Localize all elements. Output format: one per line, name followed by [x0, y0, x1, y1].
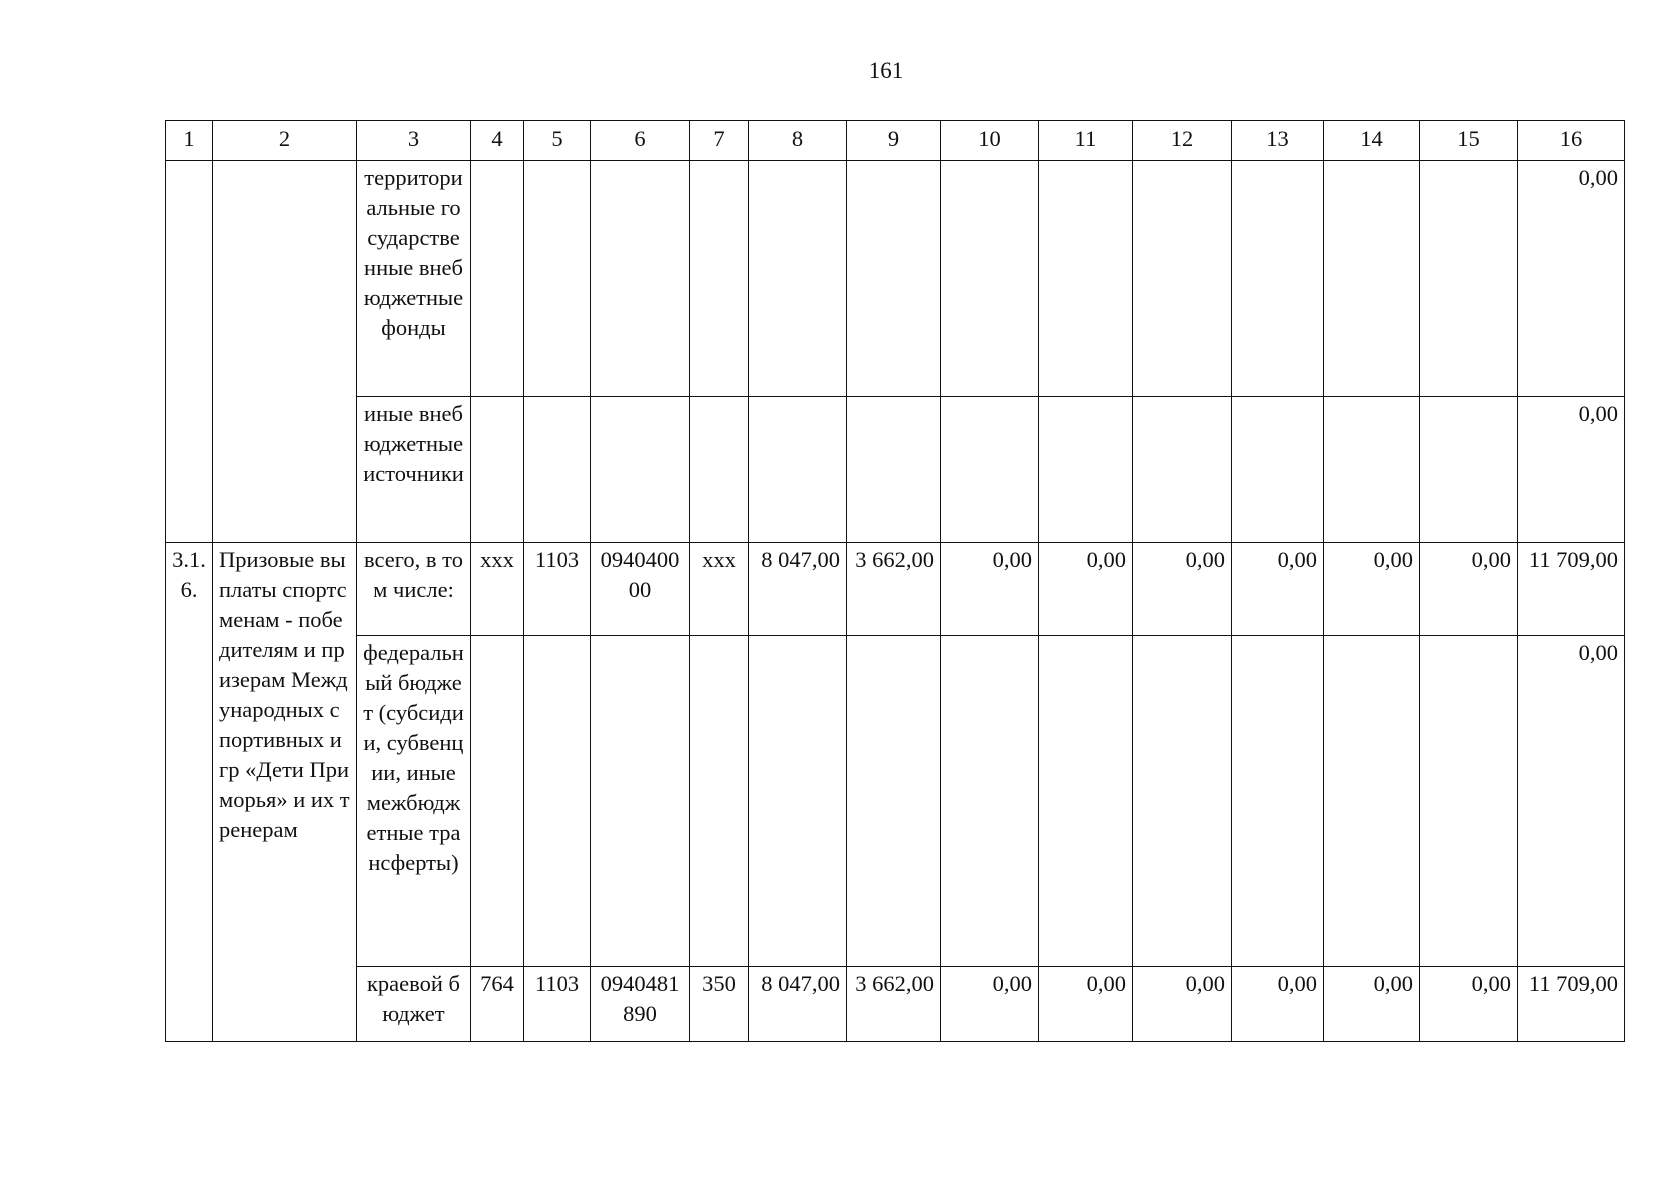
total-cell: 0,00 — [1518, 636, 1625, 967]
data-cell: 1103 — [524, 967, 591, 1042]
data-cell: 3 662,00 — [847, 967, 941, 1042]
event-name-cell: Призовые выплаты спортсменам - победителям и призерам Международных спортивных игр «Дети Приморья» и их тренерам — [213, 543, 357, 1042]
table-row — [166, 397, 1625, 543]
data-cell: 764 — [471, 967, 524, 1042]
header-cell: 9 — [847, 121, 941, 161]
row-number-cell-empty — [166, 161, 213, 543]
data-cell — [524, 161, 591, 397]
data-cell: 0,00 — [1039, 543, 1133, 636]
data-cell — [524, 397, 591, 543]
event-name-cell-empty — [213, 161, 357, 543]
data-cell: 0,00 — [1420, 543, 1518, 636]
data-cell — [749, 397, 847, 543]
data-cell — [591, 636, 690, 967]
data-cell — [591, 397, 690, 543]
data-cell — [690, 161, 749, 397]
row-number-cell: 3.1.6. — [166, 543, 213, 1042]
total-cell: 0,00 — [1518, 161, 1625, 397]
header-cell: 8 — [749, 121, 847, 161]
data-cell — [471, 397, 524, 543]
data-cell — [1133, 161, 1232, 397]
header-cell: 3 — [357, 121, 471, 161]
data-cell: 3 662,00 — [847, 543, 941, 636]
total-cell: 11 709,00 — [1518, 543, 1625, 636]
data-cell — [1232, 397, 1324, 543]
header-cell: 7 — [690, 121, 749, 161]
budget-table — [165, 120, 1625, 1042]
data-cell: 0,00 — [1420, 967, 1518, 1042]
table-row — [166, 636, 1625, 967]
data-cell: 0940481890 — [591, 967, 690, 1042]
data-cell — [941, 397, 1039, 543]
data-cell: 0,00 — [941, 967, 1039, 1042]
data-cell — [1133, 397, 1232, 543]
data-cell — [471, 161, 524, 397]
header-cell: 2 — [213, 121, 357, 161]
data-cell — [749, 161, 847, 397]
data-cell — [941, 636, 1039, 967]
data-cell — [591, 161, 690, 397]
data-cell — [1133, 636, 1232, 967]
table-row — [166, 543, 1625, 636]
data-cell — [690, 636, 749, 967]
data-cell — [524, 636, 591, 967]
header-cell: 11 — [1039, 121, 1133, 161]
data-cell: 0,00 — [1324, 967, 1420, 1042]
header-cell: 14 — [1324, 121, 1420, 161]
header-cell: 10 — [941, 121, 1039, 161]
header-cell: 13 — [1232, 121, 1324, 161]
data-cell — [1039, 636, 1133, 967]
data-cell — [1324, 397, 1420, 543]
total-cell: 0,00 — [1518, 397, 1625, 543]
data-cell: 0,00 — [1133, 543, 1232, 636]
data-cell: 094040000 — [591, 543, 690, 636]
data-cell — [847, 161, 941, 397]
data-cell — [847, 397, 941, 543]
data-cell: 8 047,00 — [749, 967, 847, 1042]
header-cell: 1 — [166, 121, 213, 161]
data-cell — [1420, 636, 1518, 967]
data-cell: 0,00 — [941, 543, 1039, 636]
header-cell: 4 — [471, 121, 524, 161]
data-cell — [1039, 161, 1133, 397]
data-cell: ххх — [471, 543, 524, 636]
header-cell: 6 — [591, 121, 690, 161]
funding-source-cell: краевой бюджет — [357, 967, 471, 1042]
data-cell — [690, 397, 749, 543]
header-cell: 5 — [524, 121, 591, 161]
data-cell: 0,00 — [1232, 967, 1324, 1042]
table-header-row — [166, 121, 1625, 161]
data-cell — [471, 636, 524, 967]
data-cell — [1420, 397, 1518, 543]
data-cell — [847, 636, 941, 967]
table-row — [166, 161, 1625, 397]
header-cell: 16 — [1518, 121, 1625, 161]
header-cell: 15 — [1420, 121, 1518, 161]
total-cell: 11 709,00 — [1518, 967, 1625, 1042]
data-cell — [1324, 636, 1420, 967]
data-cell — [1232, 161, 1324, 397]
page-number: 161 — [868, 58, 904, 83]
funding-source-cell: территориальные государственные внебюджетные фонды — [357, 161, 471, 397]
data-cell — [1232, 636, 1324, 967]
funding-source-cell: иные внебюджетные источники — [357, 397, 471, 543]
data-cell: 0,00 — [1039, 967, 1133, 1042]
table-row — [166, 967, 1625, 1042]
data-cell: 0,00 — [1133, 967, 1232, 1042]
funding-source-cell: всего, в том числе: — [357, 543, 471, 636]
data-cell — [941, 161, 1039, 397]
data-cell: 0,00 — [1324, 543, 1420, 636]
data-cell — [1324, 161, 1420, 397]
data-cell: ххх — [690, 543, 749, 636]
data-cell: 1103 — [524, 543, 591, 636]
funding-source-cell: федеральный бюджет (субсидии, субвенции, иные межбюджетные трансферты) — [357, 636, 471, 967]
data-cell — [1420, 161, 1518, 397]
data-cell — [749, 636, 847, 967]
data-cell: 8 047,00 — [749, 543, 847, 636]
data-cell: 0,00 — [1232, 543, 1324, 636]
data-cell — [1039, 397, 1133, 543]
header-cell: 12 — [1133, 121, 1232, 161]
data-cell: 350 — [690, 967, 749, 1042]
